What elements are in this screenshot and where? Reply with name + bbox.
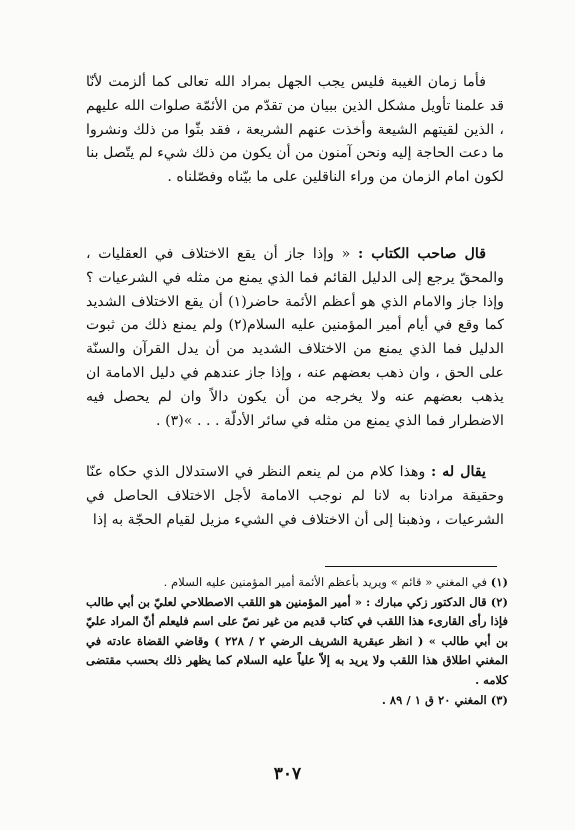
body-paragraph-3 (86, 461, 504, 532)
body-paragraph-1 (86, 71, 504, 190)
paragraph-text: « وإذا جاز أن يقع الاختلاف في العقليات ، والمحقّ يرجع إلى الدليل القائم فما الذي يمنع من مثله في الشرعيات ؟ وإذا جاز والامام الذي هو أعظم الأئمة حاضر(١) أن يقع الاختلاف الشديد كما وقع في أيام أمير المؤمنين عليه السلام(٢) ولم يمنع ذلك من ثبوت الدليل فما الذي يمنع من الاختلاف الشديد من أن يدل القرآن والسنّة على الحق ، وان ذهب بعضهم عنه ، وإذا جاز عندهم في دليل الامامة ان يذهب بعضهم عنه ولا يخرجه من أن يكون دالاً وان لم يحصل فيه الاضطرار فما الذي يمنع من مثله في سائر الأدلّة . . . »(٣) . (86, 246, 504, 429)
footnote-number: (١) (490, 575, 508, 589)
footnote-1 (86, 573, 508, 593)
footnote-3 (86, 691, 508, 711)
footnotes (86, 573, 508, 710)
reply-lead: يقال له : (431, 464, 486, 480)
footnote-2 (86, 593, 508, 691)
footnote-divider (325, 566, 497, 567)
page-number: ٣٠٧ (273, 764, 302, 784)
footnote-text: في المغني « قائم » ويريد بأعظم الأئمة أمير المؤمنين عليه السلام . (163, 575, 488, 589)
paragraph-text: فأما زمان الغيبة فليس يجب الجهل بمراد الله تعالى كما ألزمت لأنّا قد علمنا تأويل مشكل الذين ببيان من تقدّم من الأئمّة صلوات الله عليهم ، الذين لقيتهم الشيعة وأخذت عنهم الشريعة ، فقد بثّوا من ذلك ونشروا ما دعت الحاجة إليه ونحن آمنون من أن يكون من ذلك شيء لم يتّصل بنا لكون امام الزمان من وراء الناقلين على ما بيّناه وفصّلناه . (86, 74, 504, 186)
footnote-number: (٣) (490, 692, 508, 707)
body-paragraph-2 (86, 243, 504, 433)
footnote-text: المغني ٢٠ ق ١ / ٨٩ . (381, 692, 487, 707)
paragraph-text: وهذا كلام من لم ينعم النظر في الاستدلال الذي حكاه عنّا وحقيقة مرادنا به لانا لم نوجب الامامة لأجل الاختلاف الحاصل في الشرعيات ، وذهبنا إلى أن الاختلاف في الشيء مزيل لقيام الحجّة به إذا (86, 464, 504, 528)
speaker-lead: قال صاحب الكتاب : (357, 246, 486, 262)
footnote-number: (٢) (490, 594, 508, 609)
footnote-text: قال الدكتور زكي مبارك : « أمير المؤمنين هو اللقب الاصطلاحي لعليّ بن أبي طالب فإذا رأى القارىء هذا اللقب في كتاب قديم من غير نصّ على اسم فليعلم أنّ المراد عليّ بن أبي طالب » ( انظر عبقرية الشريف الرضي ٢ / ٢٢٨ ) وقاضي القضاة عادته في المغني اطلاق هذا اللقب ولا يريد به إلاّ علياً عليه السلام كما يظهر ذلك بحسب مقتضى كلامه . (86, 594, 509, 687)
